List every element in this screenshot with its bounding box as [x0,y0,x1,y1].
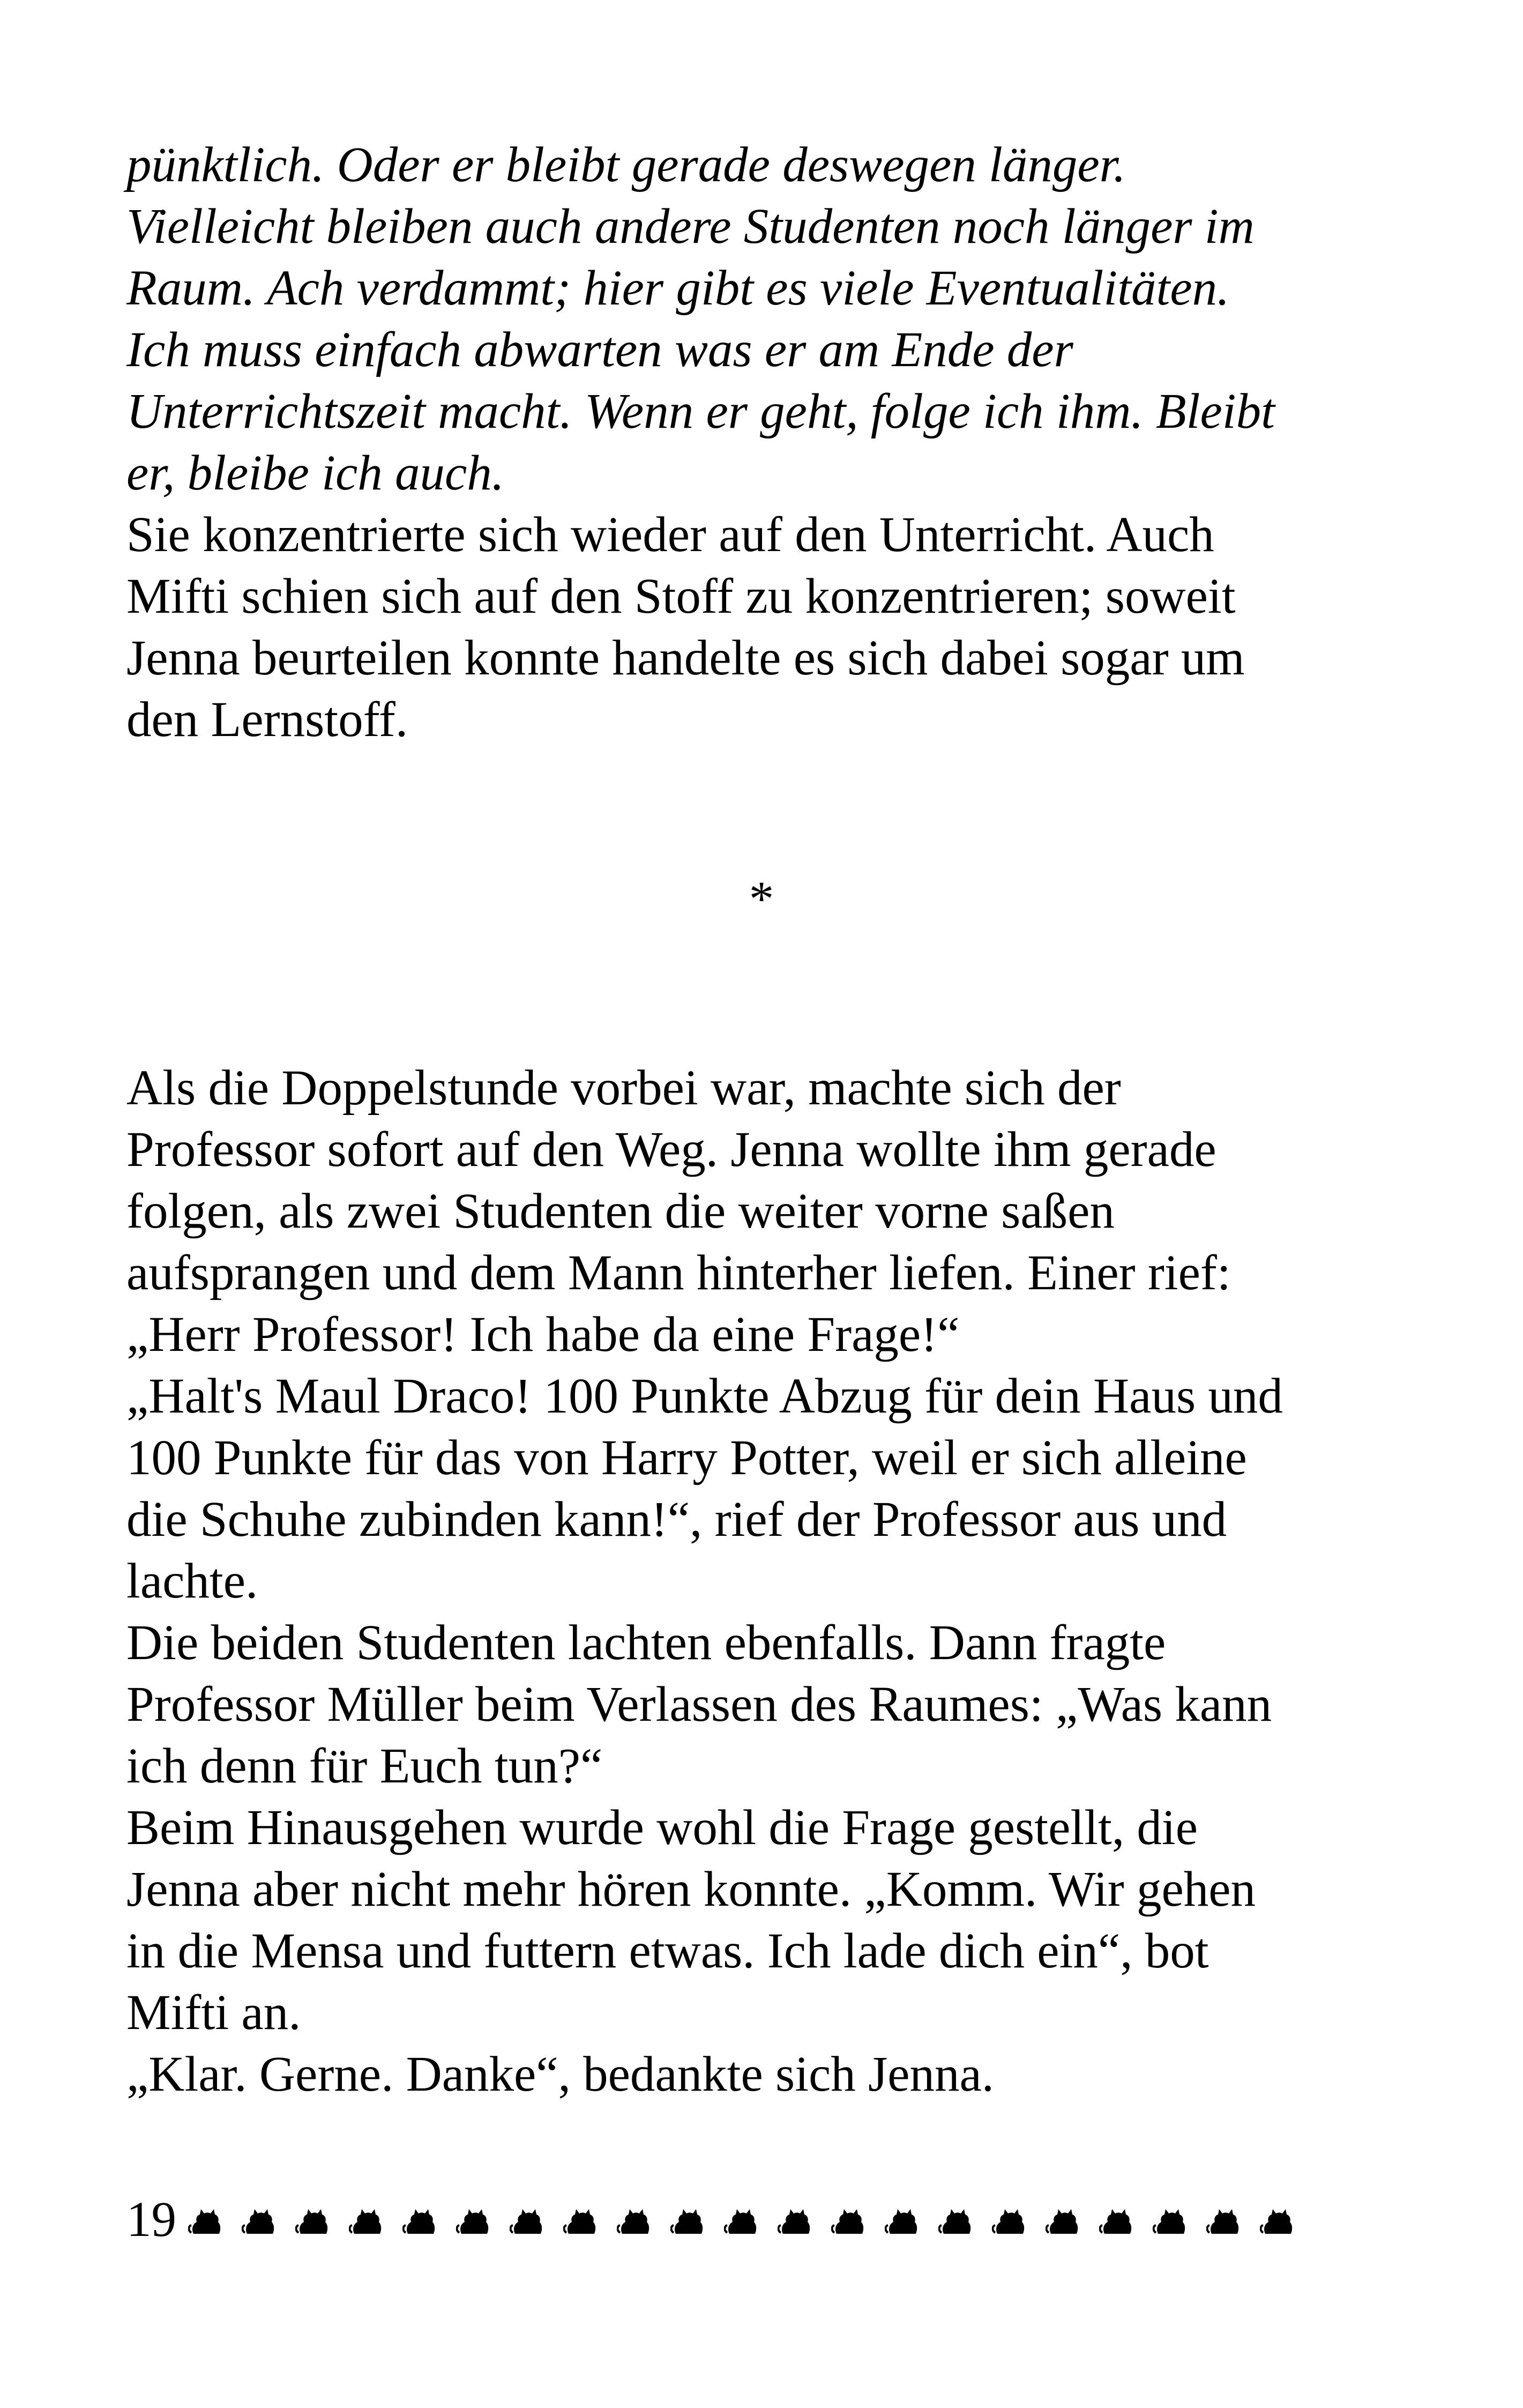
text-line: Beim Hinausgehen wurde wohl die Frage gestellt, die [126,1800,1198,1855]
text-line: Professor sofort auf den Weg. Jenna wollte ihm gerade [126,1122,1216,1177]
text-line: die Schuhe zubinden kann!“, rief der Professor aus und [126,1492,1227,1547]
page-number: 19 [126,2191,176,2247]
text-line: Die beiden Studenten lachten ebenfalls. Dann fragte [126,1615,1166,1670]
cat-icon [885,2203,920,2236]
text-line: Mifti an. [126,1985,301,2040]
narration-paragraph [126,1057,1413,2105]
text-line: Jenna aber nicht mehr hören konnte. „Komm. Wir gehen [126,1862,1256,1917]
cat-icon [402,2203,438,2236]
cat-ornament-row [188,2203,1313,2236]
text-block-bottom [126,1057,1413,2105]
text-line: ich denn für Euch tun?“ [126,1738,603,1794]
text-line: 100 Punkte für das von Harry Potter, weil er sich alleine [126,1430,1247,1485]
cat-icon [1153,2203,1188,2236]
text-line: Als die Doppelstunde vorbei war, machte sich der [126,1060,1121,1116]
text-line: Sie konzentrierte sich wieder auf den Unterricht. Auch [126,507,1214,562]
text-line: „Halt's Maul Draco! 100 Punkte Abzug für dein Haus und [126,1369,1283,1424]
text-line: „Herr Professor! Ich habe da eine Frage!“ [126,1307,960,1362]
scene-break-asterisk: * [749,872,774,927]
text-line: Jenna beurteilen konnte handelte es sich dabei sogar um [126,630,1245,686]
cat-icon [1206,2203,1242,2236]
cat-icon [188,2203,223,2236]
cat-icon [938,2203,974,2236]
text-line: Vielleicht bleiben auch andere Studenten noch länger im [126,199,1255,254]
cat-icon [1260,2203,1295,2236]
cat-icon [510,2203,545,2236]
narration-paragraph [126,504,1413,750]
text-line: er, bleibe ich auch. [126,445,505,501]
cat-icon [563,2203,599,2236]
cat-icon [670,2203,706,2236]
text-line: Ich muss einfach abwarten was er am Ende der [126,322,1073,377]
inner-monologue-paragraph [126,134,1413,504]
text-line: den Lernstoff. [126,692,408,747]
text-line: Professor Müller beim Verlassen des Raumes: „Was kann [126,1677,1272,1732]
text-line: in die Mensa und futtern etwas. Ich lade dich ein“, bot [126,1923,1209,1979]
cat-icon [778,2203,813,2236]
cat-icon [242,2203,277,2236]
text-line: lachte. [126,1554,258,1609]
text-line: Mifti schien sich auf den Stoff zu konzentrieren; soweit [126,569,1236,624]
text-line: Unterrichtszeit macht. Wenn er geht, folge ich ihm. Bleibt [126,384,1275,439]
text-line: aufsprangen und dem Mann hinterher liefen. Einer rief: [126,1245,1231,1300]
text-block-top [126,134,1413,750]
cat-icon [831,2203,867,2236]
cat-icon [1099,2203,1134,2236]
cat-icon [617,2203,652,2236]
text-line: Raum. Ach verdammt; hier gibt es viele Eventualitäten. [126,261,1230,316]
cat-icon [992,2203,1027,2236]
cat-icon [295,2203,331,2236]
cat-icon [456,2203,491,2236]
text-line: „Klar. Gerne. Danke“, bedankte sich Jenna. [126,2047,995,2102]
cat-icon [724,2203,759,2236]
text-line: folgen, als zwei Studenten die weiter vorne saßen [126,1184,1115,1239]
cat-icon [1046,2203,1081,2236]
text-line: pünktlich. Oder er bleibt gerade deswegen länger. [126,137,1126,192]
cat-icon [349,2203,384,2236]
page-footer [126,2187,1313,2251]
